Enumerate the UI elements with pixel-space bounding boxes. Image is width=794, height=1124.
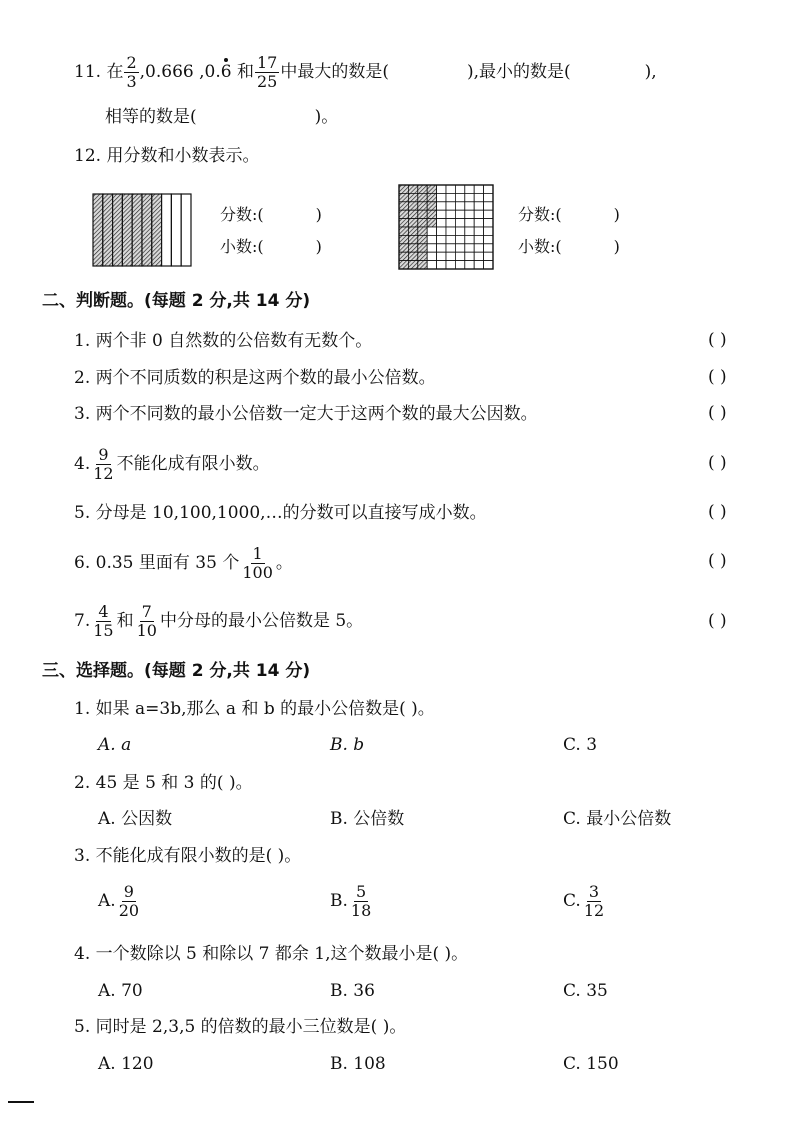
grid-cell <box>465 193 474 201</box>
grid-cell-shaded <box>408 252 417 260</box>
grid-cell <box>474 244 483 252</box>
grid-cell-shaded <box>418 202 427 210</box>
grid-cell <box>455 210 464 218</box>
grid-cell-shaded <box>399 193 408 201</box>
judge-item-4: 4. $\frac{9}{12}$ 不能化成有限小数。 <box>74 445 270 483</box>
judge-6-fraction: $\frac{1}{100}$ <box>242 544 273 582</box>
grid-cell-shaded <box>418 219 427 227</box>
choice-q2-b[interactable]: B. 公倍数 <box>330 809 405 829</box>
grid-cell <box>484 193 493 201</box>
strip-cell <box>181 194 191 266</box>
grid-cell <box>427 252 436 260</box>
choice-q4-b[interactable]: B. 36 <box>330 981 375 1001</box>
strip-cell-shaded <box>152 194 162 266</box>
grid-cell <box>446 244 455 252</box>
strip-decimal-label: 小数:( ) <box>220 237 322 256</box>
grid-cell <box>465 261 474 269</box>
grid-cell <box>455 202 464 210</box>
grid-cell <box>455 219 464 227</box>
judge-item-5: 5. 分母是 10,100,1000,…的分数可以直接写成小数。 <box>74 503 487 523</box>
choice-q2-c[interactable]: C. 最小公倍数 <box>563 809 672 829</box>
judge-answer-7[interactable]: ( ) <box>708 611 727 631</box>
choice-q1-a[interactable]: A. a <box>98 735 132 755</box>
choice-q3-c[interactable]: C. $\frac{3}{12}$ <box>563 882 605 920</box>
judge-answer-2[interactable]: ( ) <box>708 367 727 387</box>
choice-q4-c[interactable]: C. 35 <box>563 981 608 1001</box>
q11-line1: 11. 在 $\frac{2}{3}$ ,0.666 ,0.6 和 $\frac{17}{25}$ 中最大的数是( ),最小的数是( ), <box>74 53 657 91</box>
grid-cell-shaded <box>399 219 408 227</box>
grid-cell <box>427 235 436 243</box>
grid-cell-shaded <box>408 227 417 235</box>
choice-q3-b[interactable]: B. $\frac{5}{18}$ <box>330 882 372 920</box>
grid-cell <box>446 227 455 235</box>
grid-cell <box>465 185 474 193</box>
grid-cell <box>455 193 464 201</box>
grid-fraction-label: 分数:( ) <box>518 205 620 224</box>
grid-cell <box>437 244 446 252</box>
choice-q5-b[interactable]: B. 108 <box>330 1054 386 1074</box>
strip-cell-shaded <box>132 194 142 266</box>
grid-cell-shaded <box>418 261 427 269</box>
page-edge-mark <box>8 1101 34 1103</box>
grid-cell <box>427 244 436 252</box>
grid-cell <box>474 193 483 201</box>
grid-cell <box>484 261 493 269</box>
grid-cell-shaded <box>408 219 417 227</box>
strip-cell <box>162 194 172 266</box>
grid-cell <box>455 252 464 260</box>
grid-cell-shaded <box>408 235 417 243</box>
grid-cell <box>484 244 493 252</box>
grid-cell <box>455 227 464 235</box>
grid-cell-shaded <box>399 185 408 193</box>
choice-q1-b[interactable]: B. b <box>330 735 365 755</box>
choice-q4: 4. 一个数除以 5 和除以 7 都余 1,这个数最小是( )。 <box>74 944 469 964</box>
grid-cell <box>437 202 446 210</box>
grid-cell <box>455 261 464 269</box>
grid-cell <box>446 210 455 218</box>
grid-cell <box>455 244 464 252</box>
repeating-digit: 6 <box>220 62 232 82</box>
grid-cell <box>484 185 493 193</box>
section-2-title: 二、判断题。(每题 2 分,共 14 分) <box>42 291 311 311</box>
grid-cell <box>474 252 483 260</box>
choice-q4-a[interactable]: A. 70 <box>98 981 143 1001</box>
strip-cell-shaded <box>142 194 152 266</box>
grid-cell <box>446 252 455 260</box>
grid-cell <box>437 235 446 243</box>
grid-cell <box>446 235 455 243</box>
strip-cell-shaded <box>103 194 113 266</box>
choice-q5-c[interactable]: C. 150 <box>563 1054 619 1074</box>
grid-cell-shaded <box>399 261 408 269</box>
choice-q1: 1. 如果 a=3b,那么 a 和 b 的最小公倍数是( )。 <box>74 699 435 719</box>
grid-cell-shaded <box>427 185 436 193</box>
grid-cell <box>427 261 436 269</box>
grid-cell <box>484 227 493 235</box>
judge-item-1: 1. 两个非 0 自然数的公倍数有无数个。 <box>74 331 373 351</box>
grid-cell <box>437 185 446 193</box>
grid-cell <box>465 210 474 218</box>
grid-cell <box>437 210 446 218</box>
grid-decimal-label: 小数:( ) <box>518 237 620 256</box>
grid-cell <box>465 244 474 252</box>
strip-diagram <box>92 193 192 267</box>
grid-cell <box>465 252 474 260</box>
judge-answer-4[interactable]: ( ) <box>708 453 727 473</box>
grid-cell-shaded <box>399 244 408 252</box>
grid-cell-shaded <box>408 193 417 201</box>
grid-cell <box>455 185 464 193</box>
grid-cell <box>474 202 483 210</box>
strip-cell <box>171 194 181 266</box>
grid-cell <box>474 219 483 227</box>
grid-cell-shaded <box>418 235 427 243</box>
judge-item-7: 7. $\frac{4}{15}$ 和 $\frac{7}{10}$ 中分母的最小公倍数是 5。 <box>74 602 364 640</box>
grid-cell <box>484 252 493 260</box>
grid-cell <box>465 202 474 210</box>
grid-cell <box>437 261 446 269</box>
choice-q1-c[interactable]: C. 3 <box>563 735 598 755</box>
grid-cell <box>437 219 446 227</box>
grid-cell <box>446 219 455 227</box>
grid-cell <box>484 210 493 218</box>
grid-cell <box>465 235 474 243</box>
grid-cell-shaded <box>427 219 436 227</box>
choice-q3-a[interactable]: A. $\frac{9}{20}$ <box>98 882 140 920</box>
choice-q2-a[interactable]: A. 公因数 <box>98 809 173 829</box>
grid-cell <box>427 227 436 235</box>
strip-fraction-label: 分数:( ) <box>220 205 322 224</box>
judge-4-fraction: $\frac{9}{12}$ <box>93 445 114 483</box>
judge-item-3: 3. 两个不同数的最小公倍数一定大于这两个数的最大公因数。 <box>74 404 538 424</box>
grid-cell <box>484 235 493 243</box>
grid-cell-shaded <box>399 210 408 218</box>
grid-cell <box>437 193 446 201</box>
judge-item-6: 6. 0.35 里面有 35 个 $\frac{1}{100}$ 。 <box>74 544 293 582</box>
grid-cell <box>455 235 464 243</box>
grid-cell-shaded <box>418 210 427 218</box>
grid-cell-shaded <box>408 244 417 252</box>
grid-cell <box>446 202 455 210</box>
judge-answer-5[interactable]: ( ) <box>708 502 727 522</box>
grid-cell <box>446 261 455 269</box>
grid-cell-shaded <box>399 252 408 260</box>
judge-answer-1[interactable]: ( ) <box>708 330 727 350</box>
grid-cell-shaded <box>399 202 408 210</box>
grid-cell <box>446 185 455 193</box>
grid-cell-shaded <box>427 193 436 201</box>
strip-cell-shaded <box>113 194 123 266</box>
grid-cell <box>484 202 493 210</box>
grid-cell <box>465 227 474 235</box>
q11-fraction-1: $\frac{2}{3}$ <box>126 53 137 91</box>
grid-cell-shaded <box>408 261 417 269</box>
grid-cell-shaded <box>418 252 427 260</box>
strip-cell-shaded <box>93 194 103 266</box>
grid-cell <box>465 219 474 227</box>
grid-cell-shaded <box>427 202 436 210</box>
judge-item-2: 2. 两个不同质数的积是这两个数的最小公倍数。 <box>74 368 436 388</box>
grid-cell <box>474 261 483 269</box>
strip-cell-shaded <box>122 194 132 266</box>
grid-cell-shaded <box>408 202 417 210</box>
grid-diagram <box>398 184 494 270</box>
section-3-title: 三、选择题。(每题 2 分,共 14 分) <box>42 661 311 681</box>
grid-cell-shaded <box>408 210 417 218</box>
choice-q5-a[interactable]: A. 120 <box>98 1054 154 1074</box>
grid-cell-shaded <box>427 210 436 218</box>
q11-line2: 相等的数是( )。 <box>105 107 339 127</box>
grid-cell <box>474 185 483 193</box>
grid-cell-shaded <box>418 227 427 235</box>
grid-cell-shaded <box>399 227 408 235</box>
q12-title: 12. 用分数和小数表示。 <box>74 146 260 166</box>
grid-cell-shaded <box>408 185 417 193</box>
grid-cell <box>484 219 493 227</box>
grid-cell-shaded <box>418 244 427 252</box>
choice-q3: 3. 不能化成有限小数的是( )。 <box>74 846 302 866</box>
grid-cell <box>446 193 455 201</box>
judge-answer-3[interactable]: ( ) <box>708 403 727 423</box>
grid-cell <box>474 210 483 218</box>
judge-answer-6[interactable]: ( ) <box>708 551 727 571</box>
grid-cell-shaded <box>418 185 427 193</box>
grid-cell <box>474 235 483 243</box>
q11-fraction-2: $\frac{17}{25}$ <box>256 53 278 91</box>
choice-q5: 5. 同时是 2,3,5 的倍数的最小三位数是( )。 <box>74 1017 407 1037</box>
grid-cell <box>437 227 446 235</box>
q11-number: 11. <box>74 62 102 82</box>
grid-cell <box>437 252 446 260</box>
grid-cell <box>474 227 483 235</box>
grid-cell-shaded <box>399 235 408 243</box>
choice-q2: 2. 45 是 5 和 3 的( )。 <box>74 773 253 793</box>
grid-cell-shaded <box>418 193 427 201</box>
